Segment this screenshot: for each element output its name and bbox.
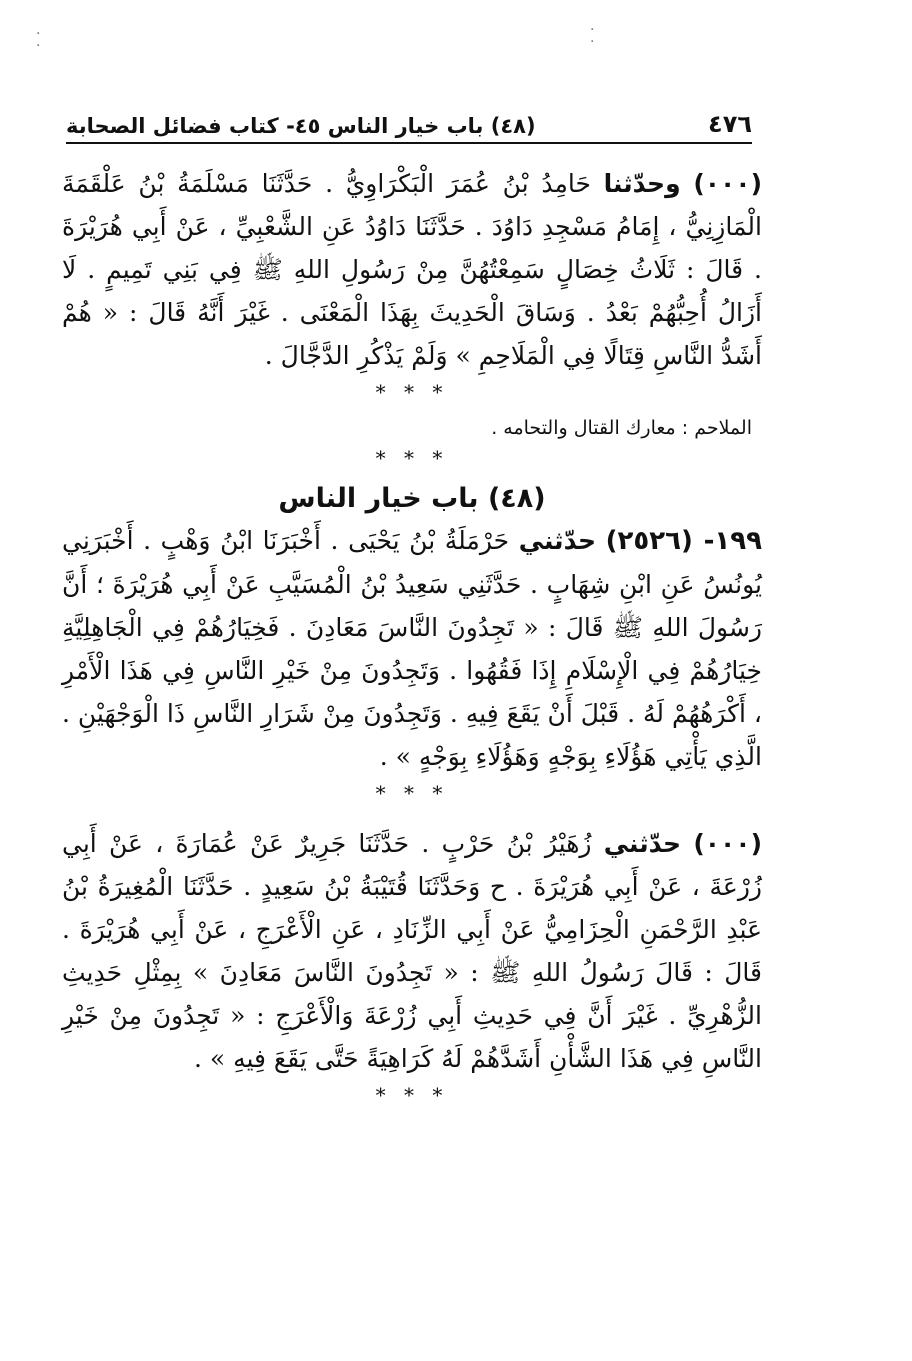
paragraph-marker: (٠٠٠) — [693, 829, 762, 858]
separator-stars: * * * — [375, 1083, 449, 1107]
separator-stars: * * * — [375, 380, 449, 404]
paragraph-text: حَرْمَلَةُ بْنُ يَحْيَى . أَخْبَرَنَا ابْنُ وَهْبٍ . أَخْبَرَنِي يُونُسُ عَنِ ابْنِ شِهَابٍ . حَدَّثَنِي سَعِيدُ بْنُ الْمُسَيَّبِ عَنْ أَبِي هُرَيْرَةَ ؛ أَنَّ رَسُولَ اللهِ ﷺ قَالَ : « تَجِدُونَ النَّاسَ مَعَادِنَ . فَخِيَارُهُمْ فِي الْجَاهِلِيَّةِ خِيَارُهُمْ فِي الْإِسْلَامِ إِذَا فَقُهُوا . وَتَجِدُونَ مِنْ خَيْرِ النَّاسِ فِي هَذَا الْأَمْرِ ، أَكْرَهُهُمْ لَهُ . قَبْلَ أَنْ يَقَعَ فِيهِ . وَتَجِدُونَ مِنْ شَرَارِ النَّاسِ ذَا الْوَجْهَيْنِ . الَّذِي يَأْتِي هَؤُلَاءِ بِوَجْهٍ وَهَؤُلَاءِ بِوَجْهٍ » . — [62, 526, 762, 771]
running-title: (٤٨) باب خيار الناس ٤٥- كتاب فضائل الصحابة — [66, 114, 536, 138]
chapter-title: (٤٨) باب خيار الناس — [278, 483, 546, 514]
lead-word: حدّثني — [518, 526, 597, 555]
hadith-paragraph-3 — [62, 822, 762, 1080]
separator-stars: * * * — [375, 781, 449, 805]
scan-artifact-right: · · — [590, 22, 595, 50]
paragraph-marker: (٠٠٠) — [693, 169, 762, 198]
page-header — [66, 100, 752, 144]
lead-word: حدّثني — [603, 829, 682, 858]
scan-artifact-left: · · — [36, 26, 41, 54]
hadith-number: ١٩٩- (٢٥٢٦) — [605, 526, 763, 556]
hadith-paragraph-2 — [62, 519, 762, 778]
footnote: الملاحم : معارك القتال والتحامه . — [491, 417, 752, 439]
page-number: ٤٧٦ — [708, 110, 752, 138]
paragraph-text: زُهَيْرُ بْنُ حَرْبٍ . حَدَّثَنَا جَرِيرٌ عَنْ عُمَارَةَ ، عَنْ أَبِي زُرْعَةَ ، عَنْ أَبِي هُرَيْرَةَ . ح وَحَدَّثَنَا قُتَيْبَةُ بْنُ سَعِيدٍ . حَدَّثَنَا الْمُغِيرَةُ بْنُ عَبْدِ الرَّحْمَنِ الْحِزَامِيُّ عَنْ أَبِي الزِّنَادِ ، عَنِ الْأَعْرَجِ ، عَنْ أَبِي هُرَيْرَةَ . قَالَ : قَالَ رَسُولُ اللهِ ﷺ : « تَجِدُونَ النَّاسَ مَعَادِنَ » بِمِثْلِ حَدِيثِ الزُّهْرِيِّ . غَيْرَ أَنَّ فِي حَدِيثِ أَبِي زُرْعَةَ وَالْأَعْرَجِ : « تَجِدُونَ مِنْ خَيْرِ النَّاسِ فِي هَذَا الشَّأْنِ أَشَدَّهُمْ لَهُ كَرَاهِيَةً حَتَّى يَقَعَ فِيهِ » . — [62, 829, 762, 1073]
paragraph-text: حَامِدُ بْنُ عُمَرَ الْبَكْرَاوِيُّ . حَدَّثَنَا مَسْلَمَةُ بْنُ عَلْقَمَةَ الْمَازِنِيُّ ، إِمَامُ مَسْجِدِ دَاوُدَ . حَدَّثَنَا دَاوُدُ عَنِ الشَّعْبِيِّ ، عَنْ أَبِي هُرَيْرَةَ . قَالَ : ثَلَاثُ خِصَالٍ سَمِعْتُهُنَّ مِنْ رَسُولِ اللهِ ﷺ فِي بَنِي تَمِيمٍ . لَا أَزَالُ أُحِبُّهُمْ بَعْدُ . وَسَاقَ الْحَدِيثَ بِهَذَا الْمَعْنَى . غَيْرَ أَنَّهُ قَالَ : « هُمْ أَشَدُّ النَّاسِ قِتَالًا فِي الْمَلَاحِمِ » وَلَمْ يَذْكُرِ الدَّجَّالَ . — [62, 169, 762, 370]
page-body — [62, 162, 762, 1116]
separator-stars: * * * — [375, 446, 449, 470]
lead-word: وحدّثنا — [603, 169, 681, 198]
hadith-paragraph-1 — [62, 162, 762, 377]
